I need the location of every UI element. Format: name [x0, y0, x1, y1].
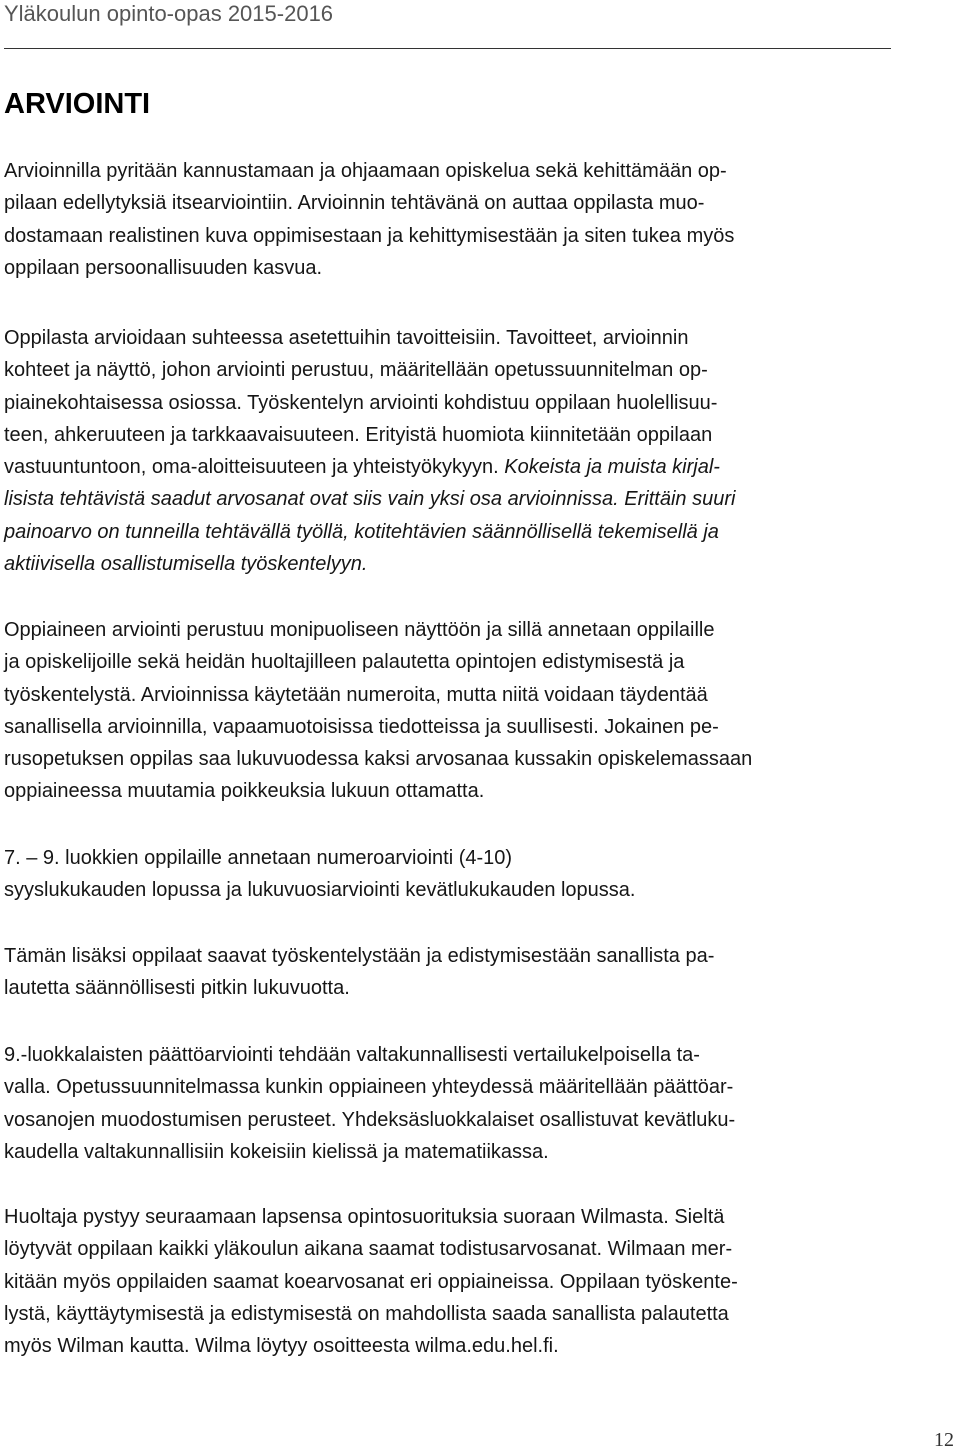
- text-line: piainekohtaisessa osiossa. Työskentelyn arviointi kohdistuu oppilaan huolellisuu-: [4, 391, 718, 414]
- text-line: työskentelystä. Arvioinnissa käytetään numeroita, mutta niitä voidaan täydentää: [4, 683, 708, 706]
- text-line: lystä, käyttäytymisestä ja edistymisestä on mahdollista saada sanallista palautetta: [4, 1302, 729, 1325]
- text-line: kaudella valtakunnallisiin kokeisiin kielissä ja matematiikassa.: [4, 1140, 549, 1163]
- text-line: teen, ahkeruuteen ja tarkkaavaisuuteen. Erityistä huomiota kiinnitetään oppilaan: [4, 423, 713, 446]
- text-line: rusopetuksen oppilas saa lukuvuodessa kaksi arvosanaa kussakin opiskelemassaan: [4, 748, 753, 771]
- section-heading: ARVIOINTI: [4, 88, 151, 120]
- text-line: pilaan edellytyksiä itsearviointiin. Arvioinnin tehtävänä on auttaa oppilasta muo-: [4, 192, 705, 215]
- paragraph-verbal-feedback: [4, 940, 714, 1005]
- text-line: ja opiskelijoille sekä heidän huoltajilleen palautetta opintojen edistymisestä ja: [4, 651, 685, 674]
- text-line: oppiaineessa muutamia poikkeuksia lukuun ottamatta.: [4, 780, 485, 803]
- text-line: sanallisella arvioinnilla, vapaamuotoisissa tiedotteissa ja suullisesti. Jokainen pe-: [4, 715, 719, 738]
- text-line: syyslukukauden lopussa ja lukuvuosiarviointi kevätlukukauden lopussa.: [4, 879, 636, 902]
- text-line: vosanojen muodostumisen perusteet. Yhdeksäsluokkalaiset osallistuvat kevätluku-: [4, 1108, 736, 1131]
- text-line: Arvioinnilla pyritään kannustamaan ja ohjaamaan opiskelua sekä kehittämään op-: [4, 160, 727, 182]
- text-line: Huoltaja pystyy seuraamaan lapsensa opintosuorituksia suoraan Wilmasta. Sieltä: [4, 1206, 725, 1228]
- paragraph-goals: [4, 322, 735, 580]
- text-line: kohteet ja näyttö, johon arviointi perustuu, määritellään opetussuunnitelman op-: [4, 359, 708, 382]
- text-line: [4, 451, 735, 483]
- paragraph-intro: [4, 155, 734, 284]
- paragraph-subject-assessment: [4, 614, 752, 808]
- page-header-title: Yläkoulun opinto-opas 2015-2016: [4, 1, 334, 26]
- paragraph-final-assessment: [4, 1039, 735, 1168]
- text-line: kitään myös oppilaiden saamat koearvosanat eri oppiaineissa. Oppilaan työskente-: [4, 1270, 738, 1293]
- italic-text-line: lisista tehtävistä saadut arvosanat ovat siis vain yksi osa arvioinnissa. Erittäin suuri: [4, 488, 736, 511]
- header-divider: [4, 48, 891, 49]
- text-line: löytyvät oppilaan kaikki yläkoulun aikana saamat todistusarvosanat. Wilmaan mer-: [4, 1238, 733, 1261]
- paragraph-wilma: [4, 1201, 738, 1362]
- text-line: Tämän lisäksi oppilaat saavat työskentelystään ja edistymisestään sanallista pa-: [4, 945, 715, 967]
- text-line: 7. – 9. luokkien oppilaille annetaan numeroarviointi (4-10): [4, 847, 513, 869]
- italic-text-line: aktiivisella osallistumisella työskentelyyn.: [4, 553, 368, 576]
- text-segment: vastuuntuntoon, oma-aloitteisuuteen ja yhteistyökykyyn.: [4, 456, 505, 479]
- text-line: myös Wilman kautta. Wilma löytyy osoitteesta wilma.edu.hel.fi.: [4, 1335, 559, 1358]
- text-line: 9.-luokkalaisten päättöarviointi tehdään valtakunnallisesti vertailukelpoisella ta-: [4, 1044, 700, 1066]
- italic-text-segment: Kokeista ja muista kirjal-: [504, 456, 720, 479]
- italic-text-line: painoarvo on tunneilla tehtävällä työllä, kotitehtävien säännöllisellä tekemisellä ja: [4, 520, 719, 543]
- text-line: valla. Opetussuunnitelmassa kunkin oppiaineen yhteydessä määritellään päättöar-: [4, 1076, 734, 1099]
- paragraph-grades-7-9: [4, 842, 635, 907]
- text-line: dostamaan realistinen kuva oppimisestaan ja kehittymisestään ja siten tukea myös: [4, 224, 735, 247]
- text-line: Oppiaineen arviointi perustuu monipuoliseen näyttöön ja sillä annetaan oppilaille: [4, 619, 715, 641]
- text-line: Oppilasta arvioidaan suhteessa asetettuihin tavoitteisiin. Tavoitteet, arvioinnin: [4, 327, 689, 349]
- text-line: lautetta säännöllisesti pitkin lukuvuotta.: [4, 977, 350, 1000]
- text-line: oppilaan persoonallisuuden kasvua.: [4, 256, 323, 279]
- page-number: 12: [934, 1429, 954, 1451]
